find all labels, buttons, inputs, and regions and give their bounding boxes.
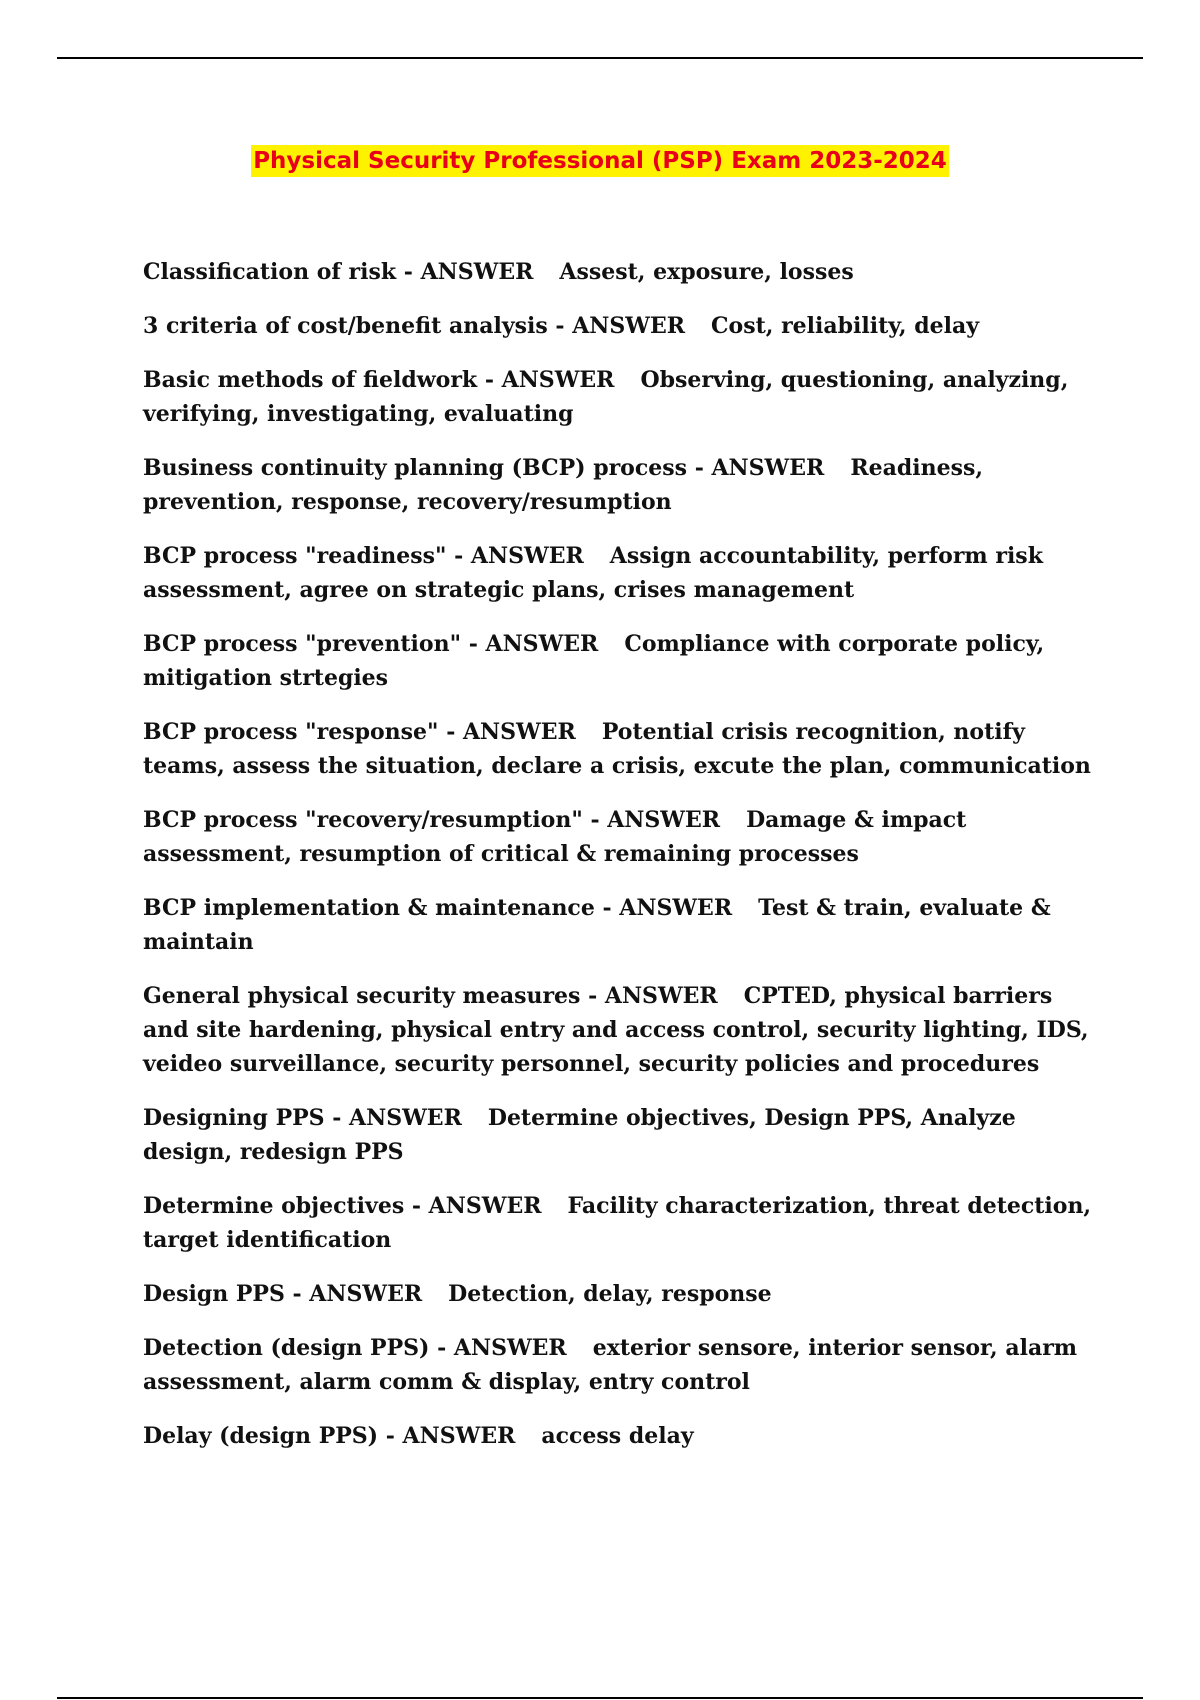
document-title: Physical Security Professional (PSP) Exam 2023-2024 — [251, 145, 949, 177]
answer-marker: ANSWER — [349, 1105, 462, 1131]
qa-list — [143, 255, 1093, 1473]
answer-marker: ANSWER — [402, 1423, 516, 1449]
qa-term: Business continuity planning (BCP) process — [143, 455, 688, 481]
qa-item — [143, 1189, 1093, 1257]
qa-term: General physical security measures — [143, 983, 581, 1009]
qa-answer: Assign accountability, perform risk assessment, agree on strategic plans, crises management — [143, 543, 1043, 603]
answer-marker: ANSWER — [453, 1335, 567, 1361]
qa-item — [143, 539, 1093, 607]
qa-item — [143, 1101, 1093, 1169]
qa-separator: - — [461, 631, 486, 657]
answer-marker: ANSWER — [485, 631, 599, 657]
answer-marker: ANSWER — [470, 543, 584, 569]
top-rule — [57, 57, 1143, 59]
answer-marker: ANSWER — [501, 367, 615, 393]
qa-separator: - — [687, 455, 712, 481]
qa-item — [143, 363, 1093, 431]
qa-separator: - — [438, 719, 463, 745]
qa-separator: - — [378, 1423, 403, 1449]
qa-answer: Cost, reliability, delay — [711, 313, 980, 339]
qa-separator: - — [404, 1193, 429, 1219]
qa-term: BCP process "readiness" — [143, 543, 447, 569]
qa-answer: Facility characterization, threat detection, target identification — [143, 1193, 1092, 1253]
qa-answer: access delay — [541, 1423, 694, 1449]
qa-separator: - — [580, 983, 605, 1009]
qa-answer: CPTED, physical barriers and site hardening, physical entry and access control, security lighting, IDS, veideo surveillance, security personnel, security policies and procedures — [143, 983, 1089, 1077]
qa-term: BCP implementation & maintenance — [143, 895, 595, 921]
qa-separator: - — [396, 259, 421, 285]
qa-separator: - — [446, 543, 471, 569]
qa-answer: Assest, exposure, losses — [559, 259, 854, 285]
qa-term: BCP process "response" — [143, 719, 439, 745]
qa-item — [143, 979, 1093, 1081]
qa-answer: Damage & impact assessment, resumption of critical & remaining processes — [143, 807, 967, 867]
answer-marker: ANSWER — [420, 259, 534, 285]
qa-separator: - — [324, 1105, 350, 1131]
qa-answer: exterior sensore, interior sensor, alarm assessment, alarm comm & display, entry control — [143, 1335, 1078, 1395]
qa-item — [143, 255, 1093, 289]
qa-answer: Detection, delay, response — [448, 1281, 772, 1307]
qa-answer: Observing, questioning, analyzing, verifying, investigating, evaluating — [143, 367, 1069, 427]
answer-marker: ANSWER — [462, 719, 576, 745]
qa-item — [143, 891, 1093, 959]
qa-term: Detection (design PPS) — [143, 1335, 430, 1361]
qa-term: Determine objectives — [143, 1193, 405, 1219]
answer-marker: ANSWER — [309, 1281, 423, 1307]
qa-item — [143, 1331, 1093, 1399]
answer-marker: ANSWER — [619, 895, 733, 921]
qa-item — [143, 1419, 1093, 1453]
qa-term: Design PPS — [143, 1281, 285, 1307]
qa-item — [143, 715, 1093, 783]
qa-term: 3 criteria of cost/benefit analysis — [143, 313, 548, 339]
qa-item — [143, 1277, 1093, 1311]
qa-separator: - — [594, 895, 620, 921]
qa-term: Delay (design PPS) — [143, 1423, 379, 1449]
qa-term: Designing PPS — [143, 1105, 325, 1131]
title-container — [0, 145, 1200, 177]
qa-item — [143, 309, 1093, 343]
answer-marker: ANSWER — [607, 807, 721, 833]
qa-term: BCP process "recovery/resumption" — [143, 807, 583, 833]
qa-answer: Compliance with corporate policy, mitigation strtegies — [143, 631, 1045, 691]
answer-marker: ANSWER — [711, 455, 825, 481]
qa-separator: - — [284, 1281, 310, 1307]
qa-answer: Readiness, prevention, response, recovery/resumption — [143, 455, 984, 515]
qa-separator: - — [477, 367, 502, 393]
qa-separator: - — [582, 807, 608, 833]
answer-marker: ANSWER — [572, 313, 686, 339]
qa-item — [143, 803, 1093, 871]
answer-marker: ANSWER — [604, 983, 718, 1009]
qa-answer: Determine objectives, Design PPS, Analyze design, redesign PPS — [143, 1105, 1016, 1165]
qa-term: Basic methods of fieldwork — [143, 367, 478, 393]
qa-separator: - — [429, 1335, 454, 1361]
qa-item — [143, 627, 1093, 695]
qa-answer: Test & train, evaluate & maintain — [143, 895, 1051, 955]
bottom-rule — [57, 1697, 1143, 1699]
qa-term: BCP process "prevention" — [143, 631, 462, 657]
qa-term: Classification of risk — [143, 259, 397, 285]
qa-separator: - — [547, 313, 573, 339]
qa-answer: Potential crisis recognition, notify teams, assess the situation, declare a crisis, excute the plan, communication — [143, 719, 1091, 779]
qa-item — [143, 451, 1093, 519]
answer-marker: ANSWER — [428, 1193, 542, 1219]
